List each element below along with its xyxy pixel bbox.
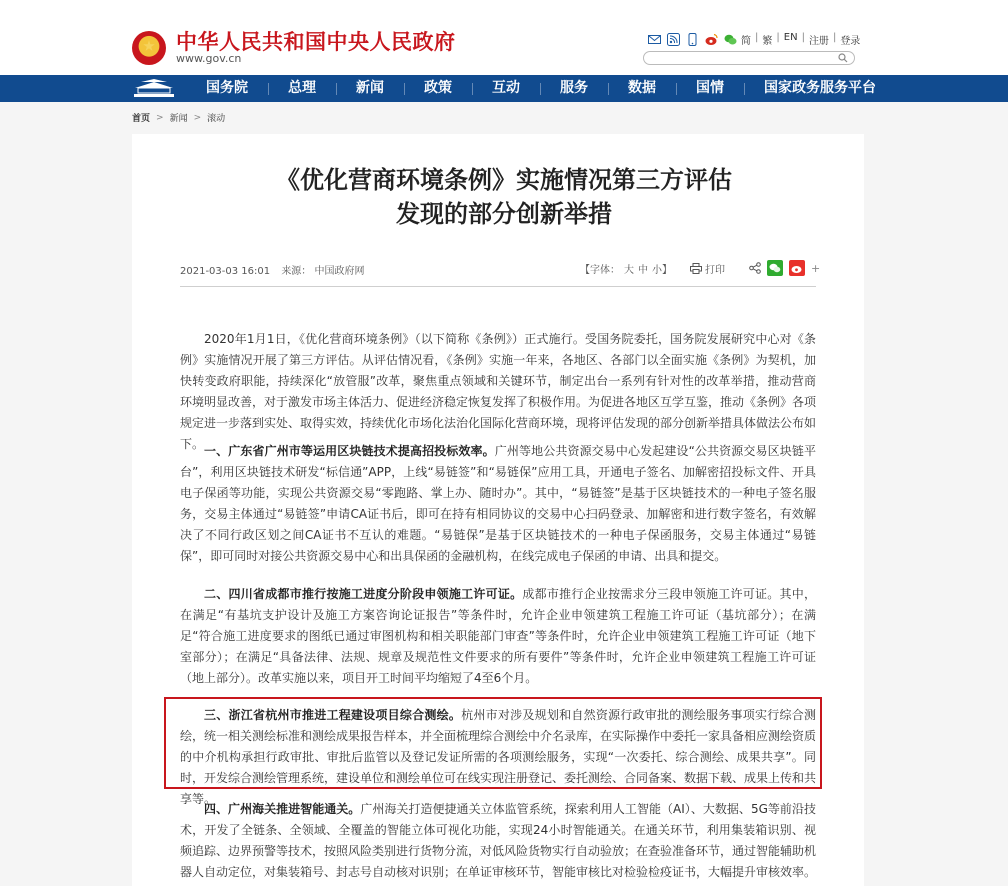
lang-simplified-link[interactable]: 简 [741, 36, 751, 47]
article-paragraph-guangdong [180, 441, 816, 567]
article-source: 来源： 中国政府网 [281, 266, 365, 277]
nav-item-premier[interactable]: 总理 [268, 75, 336, 102]
article-tools [578, 260, 820, 276]
nav-item-policy[interactable]: 政策 [404, 75, 472, 102]
chevron-right-icon: > [156, 112, 164, 123]
paragraph-heading: 一、广东省广州市等运用区块链技术提高招投标效率。 [204, 444, 495, 458]
paragraph-heading: 二、四川省成都市推行按施工进度分阶段申领施工许可证。 [204, 587, 523, 601]
article-datetime: 2021-03-03 16:01 [180, 266, 271, 277]
article-paragraph-sichuan [180, 584, 816, 689]
lang-english-link[interactable]: EN [783, 32, 798, 43]
rss-icon[interactable] [667, 33, 680, 46]
font-medium-button[interactable]: 中 [638, 264, 648, 276]
print-button[interactable] [690, 261, 725, 276]
site-header [0, 0, 1008, 75]
paragraph-text: 杭州市对涉及规划和自然资源行政审批的测绘服务事项实行综合测绘，统一相关测绘标准和测绘成果报告样本，并全面梳理综合测绘中介名录库，在实际操作中委托一家具备相应测绘资质的中介机构承担行政审批、审批后监管以及登记发证所需的各项测绘服务，实现“一次委托、综合测绘、成果共享”。同时，开发综合测绘管理系统，建设单位和测绘单位可在线实现注册登记、委托测绘、合同备案、数据下载、成果上传和共享等。 [180, 708, 817, 806]
article-paragraph-intro [180, 329, 816, 455]
wechat-icon[interactable] [724, 33, 737, 46]
mobile-icon[interactable] [686, 33, 699, 46]
paragraph-text: 广州海关打造便捷通关立体监管系统，探索利用人工智能（AI）、大数据、5G等前沿技术，开发了全链条、全领域、全覆盖的智能立体可视化功能，实现24小时智能通关。在通关环节，利用集装箱识别、视频追踪、边界预警等技术，按照风险类别进行货物分流，对低风险货物实行自动验放；在查验准备环节，通过智能辅助机器人自动定位，对集装箱号、封志号自动核对识别；在单证审核环节，智能审核比对检验检疫证书，大幅提升审核效率。 [180, 802, 817, 879]
font-size-control [578, 261, 674, 276]
font-size-label: 【字体： [580, 264, 620, 276]
paragraph-text: 成都市推行企业按需求分三段申领施工许可证。其中，在满足“有基坑支护设计及施工方案咨询论证报告”等条件时，允许企业申领建筑工程施工许可证（基坑部分）；在满足“符合施工进度要求的图纸已通过审图机构和相关职能部门审查”等条件时，允许企业申领建筑工程施工许可证（地下室部分）；在满足“具备法律、法规、规章及规范性文件要求的所有要件”等条件时，允许企业申领建筑工程施工许可证（地上部分）。改革实施以来，项目开工时间平均缩短了4至6个月。 [180, 587, 816, 685]
breadcrumb-home[interactable]: 首页 [132, 114, 151, 124]
paragraph-text: 广州等地公共资源交易中心发起建设“公共资源交易区块链平台”，利用区块链技术研发“标信通”APP，上线“易链签”和“易链保”应用工具，开通电子签名、加解密招投标文件、开具电子保函等功能，实现公共资源交易“零跑路、掌上办、随时办”。其中，“易链签”是基于区块链技术的一种电子签名服务，交易主体通过“易链签”申请CA证书后，即可在持有相同协议的交易中心扫码登录、加解密和进行数字签名，有效解决了不同行政区划之间CA证书不互认的难题。“易链保”是基于区块链技术的一种电子保函服务，交易主体通过“易链保”，即可同时对接公共资源交易中心和出具保函的金融机构，在线完成电子保函的申请、出具和提交。 [180, 444, 816, 563]
chevron-right-icon: > [193, 112, 202, 123]
article-title-line2: 发现的部分创新举措 [396, 200, 612, 228]
register-link[interactable]: 注册 [808, 36, 829, 47]
nav-item-services[interactable]: 服务 [540, 75, 608, 102]
article-paragraph-zhejiang [180, 705, 816, 810]
font-large-button[interactable]: 大 [624, 264, 634, 276]
article-title [0, 163, 1008, 231]
search-icon[interactable] [838, 53, 848, 63]
search-input[interactable] [643, 51, 855, 65]
breadcrumb-news[interactable]: 新闻 [169, 114, 188, 124]
paragraph-heading: 三、浙江省杭州市推进工程建设项目综合测绘。 [204, 708, 462, 722]
paragraph-heading: 四、广州海关推进智能通关。 [204, 802, 361, 816]
article-title-line1: 《优化营商环境条例》实施情况第三方评估 [276, 166, 732, 194]
weibo-icon[interactable] [705, 33, 718, 46]
site-url: www.gov.cn [176, 52, 242, 65]
title-divider [180, 286, 816, 287]
wechat-share-icon[interactable] [767, 260, 783, 276]
more-share-icon[interactable]: + [811, 261, 821, 275]
share-toolbar [648, 31, 737, 47]
header-links: 简 | 繁 | EN | 注册 | 登录 [741, 32, 861, 47]
tiananmen-home-icon[interactable] [132, 79, 176, 98]
nav-item-interaction[interactable]: 互动 [472, 75, 540, 102]
article-paragraph-customs [180, 799, 816, 883]
lang-traditional-link[interactable]: 繁 [762, 36, 773, 47]
print-label: 打印 [705, 264, 725, 276]
site-title[interactable]: 中华人民共和国中央人民政府 [176, 29, 456, 54]
nav-item-news[interactable]: 新闻 [336, 75, 404, 102]
paragraph-text: 2020年1月1日，《优化营商环境条例》（以下简称《条例》）正式施行。受国务院委托，国务院发展研究中心对《条例》实施情况开展了第三方评估。从评估情况看，《条例》实施一年来，各地区、各部门以全面实施《条例》为契机，加快转变政府职能，持续深化“放管服”改革，聚焦重点领域和关键环节，制定出台一系列有针对性的改革举措，推动营商环境明显改善，对于激发市场主体活力、促进经济稳定恢复发挥了积极作用。为促进各地区互学互鉴，推动《条例》各项规定进一步落到实处、取得实效，持续优化市场化法治化国际化营商环境，现将评估发现的部分创新举措具体做法公布如下。 [180, 332, 817, 451]
nav-item-national-info[interactable]: 国情 [676, 75, 744, 102]
main-nav [0, 75, 1008, 102]
share-icon[interactable] [749, 262, 761, 274]
share-icons [749, 260, 820, 276]
login-link[interactable]: 登录 [840, 36, 861, 47]
mail-icon[interactable] [648, 33, 661, 46]
printer-icon [690, 263, 702, 274]
article-meta [180, 262, 365, 277]
weibo-share-icon[interactable] [789, 260, 805, 276]
nav-item-state-council[interactable]: 国务院 [206, 80, 248, 96]
nav-item-data[interactable]: 数据 [608, 75, 676, 102]
nav-item-service-platform[interactable]: 国家政务服务平台 [744, 75, 896, 102]
national-emblem-icon[interactable] [132, 31, 166, 65]
breadcrumb-rolling[interactable]: 滚动 [207, 114, 226, 124]
font-small-button[interactable]: 小】 [652, 264, 672, 276]
breadcrumb [132, 111, 225, 124]
